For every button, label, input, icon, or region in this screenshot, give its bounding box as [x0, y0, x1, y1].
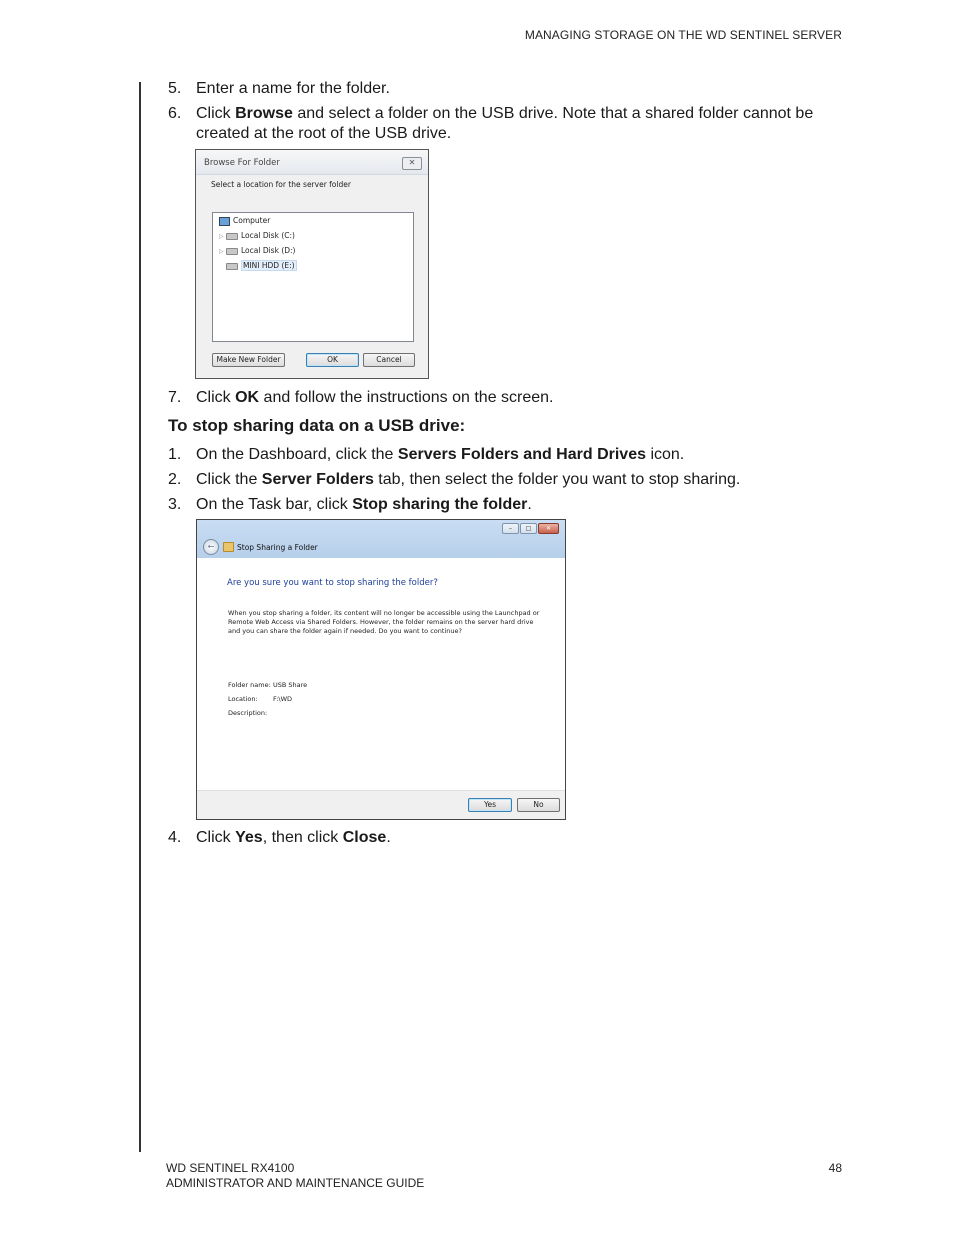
step-number: 4. — [168, 829, 182, 846]
step-number: 3. — [168, 496, 182, 513]
ui-term: Stop sharing the folder — [352, 496, 528, 513]
text-run: tab, then select the folder you want to stop sharing. — [373, 471, 741, 488]
drive-icon — [226, 263, 238, 270]
tree-item-computer[interactable]: Computer — [219, 216, 270, 226]
drive-icon — [226, 233, 238, 240]
yes-button[interactable]: Yes — [468, 798, 512, 812]
text-run: and select a folder on the USB drive. Note that a shared folder cannot be created at the root of the USB drive. — [196, 105, 814, 142]
tree-item-local-disk-d[interactable]: ▷ Local Disk (D:) — [219, 246, 296, 255]
ui-term: Server Folders — [261, 471, 374, 488]
tree-item-mini-hdd[interactable]: MINI HDD (E:) — [226, 261, 297, 270]
ok-button[interactable]: OK — [306, 353, 359, 367]
text-run: . — [527, 496, 532, 513]
make-new-folder-button[interactable]: Make New Folder — [212, 353, 285, 367]
step-text — [196, 388, 846, 408]
page-number: 48 — [828, 1161, 842, 1175]
tree-item-local-disk-c[interactable]: ▷ Local Disk (C:) — [219, 231, 295, 240]
text-run: . — [386, 829, 391, 846]
text-run: Click the — [196, 471, 262, 488]
text-run: On the Task bar, click — [196, 496, 353, 513]
detail-location: Location: F:\WD — [228, 695, 293, 703]
dialog-title: Stop Sharing a Folder — [237, 543, 318, 552]
text-run: Click — [196, 105, 236, 122]
section-heading: To stop sharing data on a USB drive: — [168, 416, 466, 435]
back-arrow-icon[interactable]: ← — [203, 539, 219, 555]
ui-term: Yes — [235, 829, 263, 846]
expand-arrow-icon[interactable]: ▷ — [219, 233, 224, 240]
cancel-button[interactable]: Cancel — [363, 353, 415, 367]
step-number: 2. — [168, 471, 182, 488]
step-number: 7. — [168, 389, 182, 406]
text-run: Enter a name for the folder. — [196, 80, 390, 97]
ui-term: Close — [342, 829, 387, 846]
folder-icon — [223, 542, 234, 552]
step-number: 1. — [168, 446, 182, 463]
dialog-button-bar — [197, 790, 565, 819]
browse-for-folder-dialog — [195, 149, 429, 379]
text-run: Click — [196, 829, 236, 846]
confirmation-question: Are you sure you want to stop sharing the folder? — [227, 578, 438, 588]
close-icon[interactable]: ✕ — [402, 157, 422, 170]
text-run: Click — [196, 389, 236, 406]
close-icon[interactable]: ✕ — [538, 523, 559, 534]
text-run: and follow the instructions on the screen. — [259, 389, 554, 406]
step-number: 6. — [168, 105, 182, 122]
dialog-body-text: When you stop sharing a folder, its content will no longer be accessible using the Launchpad or Remote Web Access via Shared Folders. However, the folder remains on the server hard drive and you can share the folder again if needed. Do you want to continue? — [228, 609, 540, 635]
folder-tree[interactable] — [212, 212, 414, 342]
dialog-frame — [197, 520, 565, 558]
step-text — [196, 495, 846, 515]
text-run: On the Dashboard, click the — [196, 446, 398, 463]
margin-rule — [139, 82, 141, 1152]
ui-term: OK — [235, 389, 260, 406]
step-text — [196, 104, 846, 144]
computer-icon — [219, 217, 230, 226]
minimize-icon[interactable]: – — [502, 523, 519, 534]
text-run: icon. — [646, 446, 685, 463]
page-footer — [166, 1161, 424, 1191]
drive-icon — [226, 248, 238, 255]
detail-description: Description: — [228, 709, 268, 717]
text-run: , then click — [262, 829, 343, 846]
maximize-icon[interactable]: □ — [520, 523, 537, 534]
step-text — [196, 828, 846, 848]
footer-guide: ADMINISTRATOR AND MAINTENANCE GUIDE — [166, 1176, 425, 1190]
ui-term: Browse — [235, 105, 293, 122]
dialog-instruction: Select a location for the server folder — [211, 180, 351, 189]
step-number: 5. — [168, 80, 182, 97]
footer-product: WD SENTINEL RX4100 — [166, 1161, 295, 1175]
dialog-titlebar — [196, 150, 428, 175]
no-button[interactable]: No — [517, 798, 560, 812]
step-text — [196, 445, 846, 465]
expand-arrow-icon[interactable]: ▷ — [219, 248, 224, 255]
detail-folder-name: Folder name: USB Share — [228, 681, 308, 689]
stop-sharing-dialog — [196, 519, 566, 820]
running-header: MANAGING STORAGE ON THE WD SENTINEL SERVER — [524, 28, 842, 42]
step-text — [196, 79, 846, 99]
dialog-title: Browse For Folder — [204, 158, 280, 168]
step-text — [196, 470, 846, 490]
ui-term: Servers Folders and Hard Drives — [397, 446, 646, 463]
